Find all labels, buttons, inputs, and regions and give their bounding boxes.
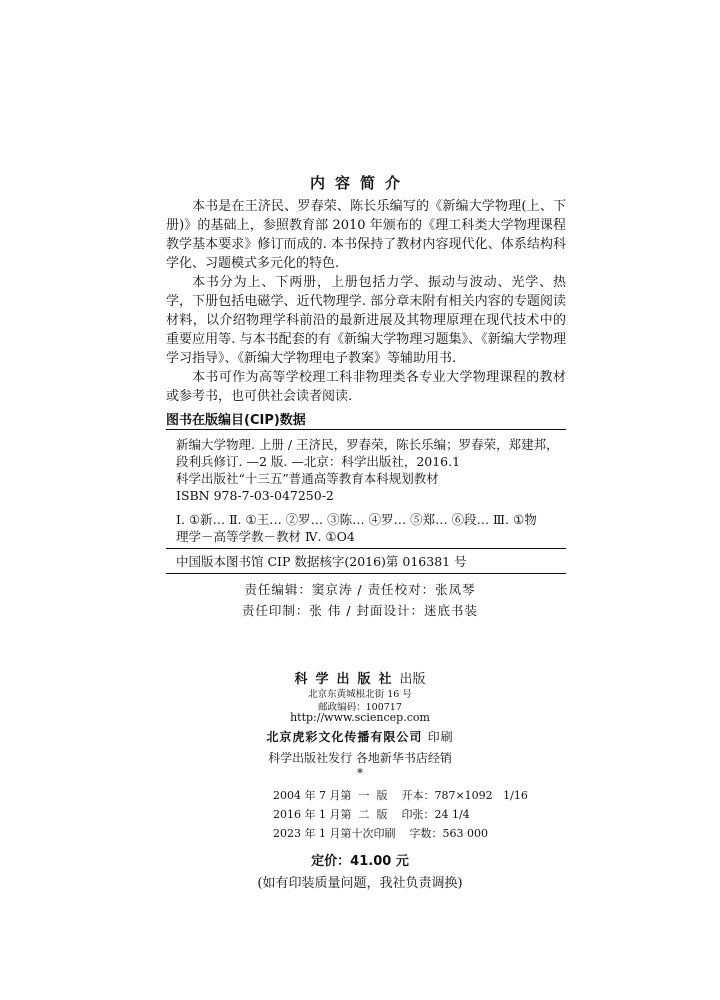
cip-title: 图书在版编目(CIP)数据 (166, 413, 306, 428)
cip-rule-top (166, 429, 566, 430)
cip-line: 新编大学物理. 上册 / 王济民，罗春荣，陈长乐编；罗春荣，郑建邦， (176, 437, 559, 452)
separator-star: * (357, 766, 363, 780)
distribution-line: 科学出版社发行 各地新华书店经销 (268, 751, 452, 765)
cip-rule-bottom (166, 573, 566, 574)
cip-line: ISBN 978-7-03-047250-2 (176, 488, 334, 503)
cip-class-line: 理学－高等学教－教材 Ⅳ. ①O4 (176, 529, 355, 544)
intro-paragraph-1: 本书是在王济民、罗春荣、陈长乐编写的《新编大学物理(上、下册)》的基础上，参照教育部 2010 年颁布的《理工科类大学物理课程教学基本要求》修订而成的. 本书保持了教材内容现代化、体系结构科学化、习题模式多元化的特色. (166, 199, 566, 271)
credits-line-1: 责任编辑：窦京涛 / 责任校对：张凤琴 (244, 582, 476, 597)
spec-line: 2023 年 1 月第十次印刷 字数：563 000 (273, 827, 488, 840)
cip-class-line: Ⅰ. ①新… Ⅱ. ①王… ②罗… ③陈… ④罗… ⑤郑… ⑥段… Ⅲ. ①物 (176, 512, 537, 527)
cip-line: 段利兵修订. —2 版. —北京：科学出版社，2016.1 (176, 454, 461, 469)
printer-name: 北京虎彩文化传播有限公司 印刷 (266, 730, 454, 744)
cip-bibliographic (176, 436, 566, 504)
intro-text (166, 197, 566, 406)
edition-specs (273, 786, 528, 843)
intro-paragraph-3: 本书可作为高等学校理工科非物理类各专业大学物理课程的教材或参考书，也可供社会读者阅读. (166, 370, 566, 404)
cip-classification (176, 511, 566, 545)
spec-line: 2016 年 1 月第 二 版 印张：24 1/4 (273, 808, 470, 821)
publisher-postcode: 邮政编码：100717 (318, 702, 402, 713)
cip-record-number: 中国版本图书馆 CIP 数据核字(2016)第 016381 号 (176, 554, 467, 569)
publisher-address: 北京东黄城根北街 16 号 (308, 689, 412, 700)
publisher-name: 科学出版社出版 (294, 672, 426, 687)
intro-title: 内容简介 (309, 174, 410, 192)
intro-paragraph-2: 本书分为上、下两册，上册包括力学、振动与波动、光学、热学，下册包括电磁学、近代物理学. 部分章末附有相关内容的专题阅读材料，以介绍物理学科前沿的最新进展及其物理原理在现代技术中的重要应用等. 与本书配套的有《新编大学物理习题集》、《新编大学物理学习指导》、《新编大学物理电子教案》等辅助用书. (166, 275, 566, 366)
credits-line-2: 责任印制：张 伟 / 封面设计：迷底书装 (241, 603, 479, 618)
spec-line: 2004 年 7 月第 一 版 开本：787×1092 1/16 (273, 789, 528, 802)
price: 定价：41.00 元 (311, 854, 409, 869)
publisher-url: http://www.sciencep.com (290, 711, 430, 724)
cip-line: 科学出版社“十三五”普通高等教育本科规划教材 (176, 471, 439, 486)
cip-rule-middle (166, 548, 566, 549)
quality-notice: (如有印装质量问题，我社负责调换) (257, 876, 463, 891)
